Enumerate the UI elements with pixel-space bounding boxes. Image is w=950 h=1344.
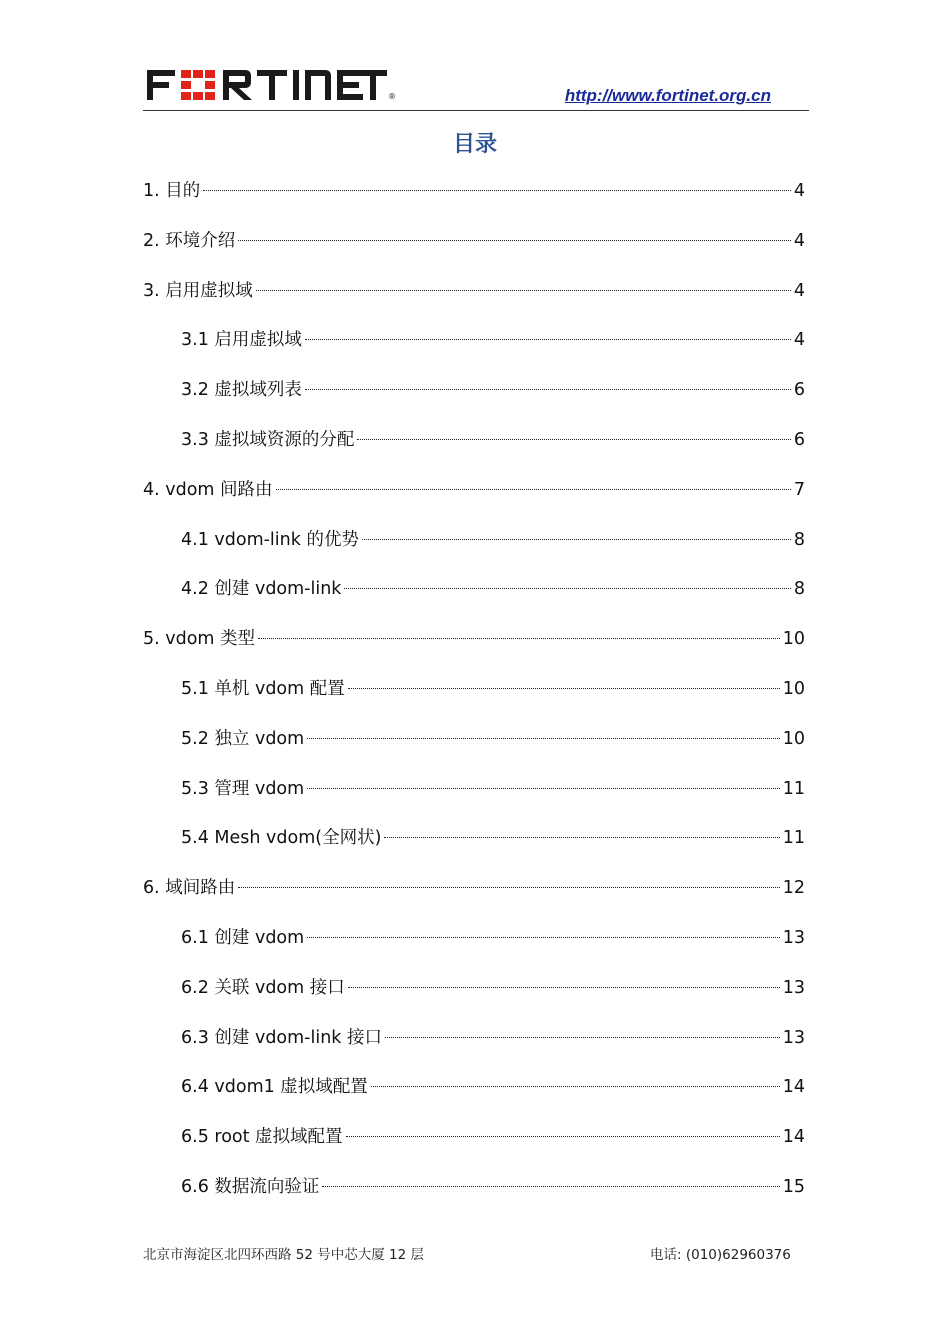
toc-leader-dots (276, 489, 791, 490)
toc-entry-label: 3.3 虚拟域资源的分配 (181, 430, 355, 450)
toc-leader-dots (348, 688, 780, 689)
toc-entry-label: 6. 域间路由 (143, 878, 236, 898)
toc-entry[interactable] (181, 575, 805, 599)
toc-leader-dots (371, 1086, 780, 1087)
page-header (143, 62, 809, 112)
toc-entry-page: 4 (793, 231, 805, 251)
toc-entry[interactable] (181, 974, 805, 998)
toc-leader-dots (357, 439, 790, 440)
toc-entry-label: 5.4 Mesh vdom(全网状) (181, 828, 382, 848)
toc-entry-label: 3.1 启用虚拟域 (181, 330, 302, 350)
toc-entry[interactable] (143, 476, 805, 500)
toc-entry-page: 14 (782, 1127, 805, 1147)
toc-entry-label: 4.1 vdom-link 的优势 (181, 530, 359, 550)
registered-mark: ® (388, 92, 396, 101)
toc-leader-dots (307, 937, 780, 938)
toc-leader-dots (344, 588, 790, 589)
toc-entry-page: 12 (782, 878, 805, 898)
toc-leader-dots (238, 887, 779, 888)
toc-entry-page: 7 (793, 480, 805, 500)
toc-entry[interactable] (181, 326, 805, 350)
toc-entry[interactable] (181, 725, 805, 749)
toc-entry[interactable] (181, 1173, 805, 1197)
toc-leader-dots (348, 987, 780, 988)
toc-leader-dots (362, 539, 791, 540)
toc-entry[interactable] (143, 625, 805, 649)
toc-entry-label: 6.1 创建 vdom (181, 928, 305, 948)
toc-entry-page: 4 (793, 281, 805, 301)
toc-entry-page: 13 (782, 1028, 805, 1048)
toc-entry-page: 10 (782, 629, 805, 649)
toc-entry[interactable] (181, 924, 805, 948)
toc-entry[interactable] (143, 874, 805, 898)
toc-entry[interactable] (181, 1123, 805, 1147)
toc-entry-page: 14 (782, 1077, 805, 1097)
toc-entry[interactable] (181, 775, 805, 799)
toc-entry-label: 5. vdom 类型 (143, 629, 256, 649)
footer-phone: 电话: (010)62960376 (650, 1247, 791, 1263)
toc-entry[interactable] (143, 177, 805, 201)
toc-entry-page: 8 (793, 579, 805, 599)
fortinet-logo-graphic (147, 68, 387, 102)
toc-leader-dots (385, 1037, 780, 1038)
toc-entry-page: 10 (782, 729, 805, 749)
toc-leader-dots (256, 290, 791, 291)
toc-entry-label: 6.3 创建 vdom-link 接口 (181, 1028, 383, 1048)
toc-entry-label: 5.2 独立 vdom (181, 729, 305, 749)
toc-leader-dots (305, 389, 791, 390)
toc-entry[interactable] (181, 1024, 805, 1048)
toc-entry[interactable] (143, 227, 805, 251)
toc-entry-label: 6.5 root 虚拟域配置 (181, 1127, 343, 1147)
toc-entry[interactable] (181, 426, 805, 450)
footer-address: 北京市海淀区北四环西路 52 号中芯大厦 12 层 (143, 1247, 425, 1263)
toc-entry[interactable] (181, 526, 805, 550)
toc-entry-label: 6.2 关联 vdom 接口 (181, 978, 345, 998)
toc-entry-page: 13 (782, 978, 805, 998)
toc-leader-dots (203, 190, 791, 191)
toc-entry-label: 5.1 单机 vdom 配置 (181, 679, 345, 699)
toc-leader-dots (322, 1186, 779, 1187)
toc-leader-dots (307, 738, 780, 739)
toc-leader-dots (238, 240, 791, 241)
toc-entry-label: 1. 目的 (143, 181, 201, 201)
toc-leader-dots (346, 1136, 780, 1137)
toc-entry-label: 3. 启用虚拟域 (143, 281, 253, 301)
toc-entry-page: 15 (782, 1177, 805, 1197)
toc-entry-page: 11 (782, 828, 805, 848)
toc-leader-dots (307, 788, 780, 789)
fortinet-logo (147, 68, 396, 102)
toc-entry-label: 4. vdom 间路由 (143, 480, 273, 500)
toc-entry-label: 6.6 数据流向验证 (181, 1177, 320, 1197)
website-link[interactable]: http://www.fortinet.org.cn (564, 86, 771, 105)
header-divider (143, 110, 809, 111)
toc-entry-page: 10 (782, 679, 805, 699)
page-title: 目录 (452, 132, 497, 157)
toc-entry-page: 6 (793, 380, 805, 400)
toc-entry[interactable] (181, 675, 805, 699)
toc-entry[interactable] (181, 824, 805, 848)
toc-leader-dots (258, 638, 780, 639)
toc-entry-page: 4 (793, 181, 805, 201)
toc-entry-page: 4 (793, 330, 805, 350)
toc-leader-dots (384, 837, 779, 838)
toc-entry-page: 8 (793, 530, 805, 550)
toc-entry[interactable] (181, 376, 805, 400)
toc-entry[interactable] (181, 1073, 805, 1097)
toc-entry-page: 11 (782, 779, 805, 799)
toc-entry[interactable] (143, 277, 805, 301)
toc-entry-page: 13 (782, 928, 805, 948)
toc-entry-page: 6 (793, 430, 805, 450)
toc-entry-label: 4.2 创建 vdom-link (181, 579, 342, 599)
toc-entry-label: 2. 环境介绍 (143, 231, 236, 251)
toc-entry-label: 6.4 vdom1 虚拟域配置 (181, 1077, 368, 1097)
toc-entry-label: 3.2 虚拟域列表 (181, 380, 302, 400)
toc-entry-label: 5.3 管理 vdom (181, 779, 305, 799)
toc-leader-dots (305, 339, 791, 340)
